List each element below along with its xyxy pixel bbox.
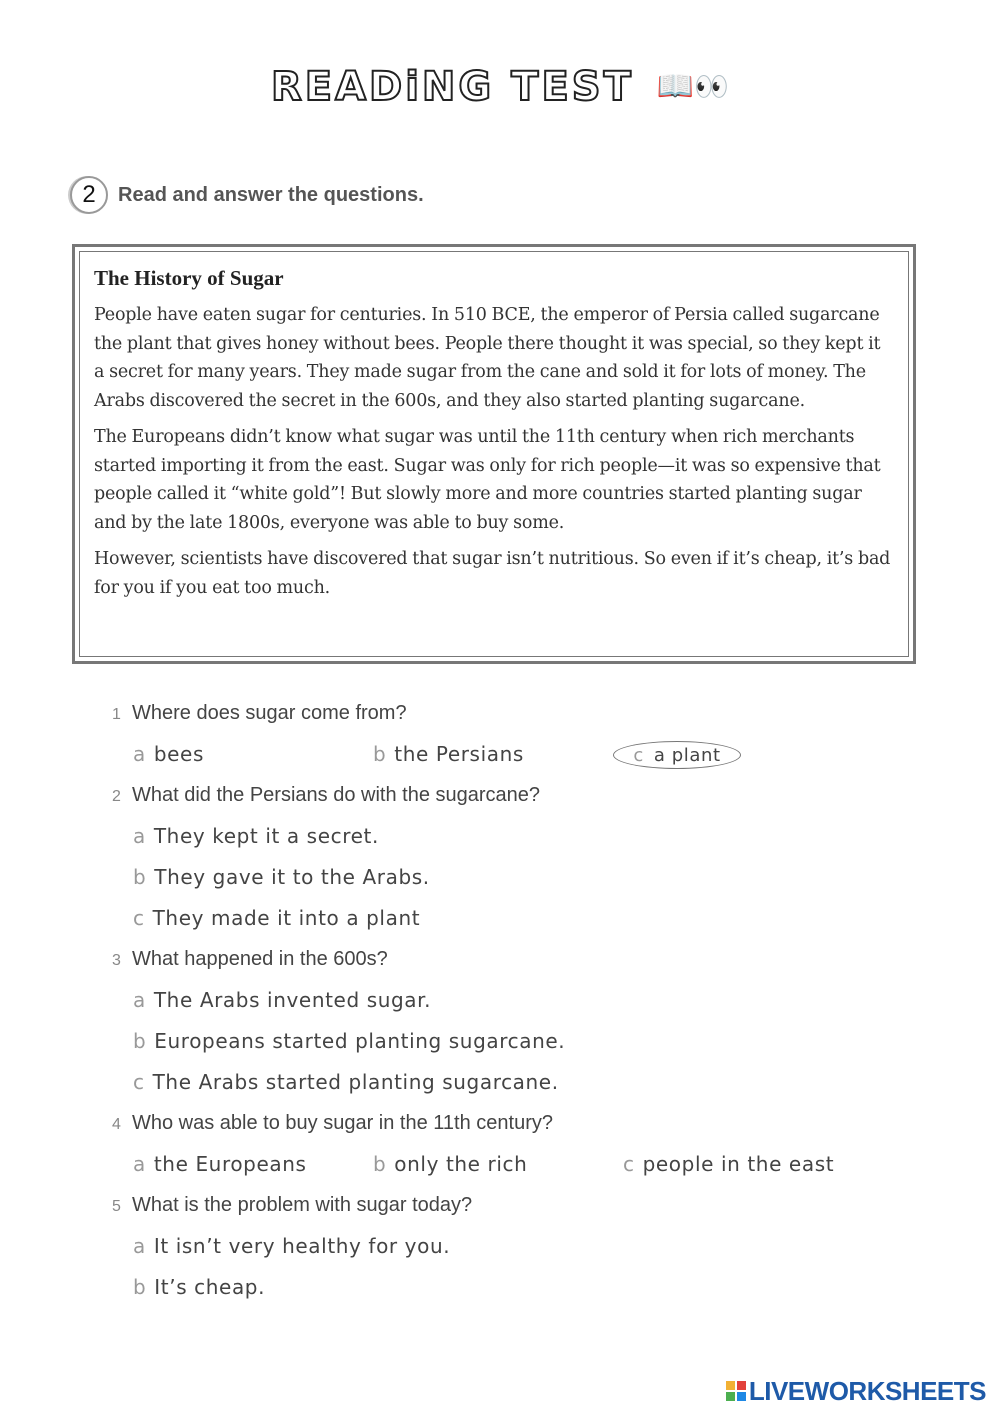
answer-option-1b[interactable] bbox=[373, 742, 524, 766]
option-text: people in the east bbox=[642, 1152, 835, 1176]
option-letter: b bbox=[373, 742, 387, 766]
option-text: They made it into a plant bbox=[152, 906, 421, 930]
option-letter: c bbox=[633, 744, 644, 766]
question-1 bbox=[112, 702, 407, 725]
question-number: 5 bbox=[112, 1198, 121, 1215]
logo-text: LIVEWORKSHEETS bbox=[748, 1375, 986, 1406]
story-paragraph: The Europeans didn’t know what sugar was until the 11th century when rich merchants started importing it from the east. Sugar was only for rich people—it was so expensive that people called it “white gold”! But slowly more and more countries started planting sugar and by the late 1800s, everyone was able to buy some. bbox=[94, 427, 881, 533]
story-title: The History of Sugar bbox=[94, 266, 284, 290]
question-5 bbox=[112, 1194, 472, 1217]
question-3 bbox=[112, 948, 388, 971]
question-text: Where does sugar come from? bbox=[132, 702, 407, 724]
option-letter: c bbox=[133, 906, 145, 930]
instruction-text: Read and answer the questions. bbox=[118, 183, 424, 206]
logo-mark-icon bbox=[726, 1381, 746, 1401]
option-text: a plant bbox=[653, 744, 721, 766]
option-letter: a bbox=[133, 1234, 146, 1258]
option-letter: c bbox=[133, 1070, 145, 1094]
answer-option-2b[interactable] bbox=[133, 865, 430, 889]
question-text: Who was able to buy sugar in the 11th century? bbox=[132, 1112, 553, 1134]
option-letter: b bbox=[133, 865, 147, 889]
option-letter: a bbox=[133, 988, 146, 1012]
answer-option-5b[interactable] bbox=[133, 1275, 265, 1299]
question-number: 2 bbox=[112, 788, 121, 805]
option-letter: a bbox=[133, 1152, 146, 1176]
question-text: What is the problem with sugar today? bbox=[132, 1194, 473, 1216]
option-text: bees bbox=[153, 742, 204, 766]
answer-option-4b[interactable] bbox=[373, 1152, 527, 1176]
question-2 bbox=[112, 784, 540, 807]
option-text: It’s cheap. bbox=[154, 1275, 266, 1299]
section-number-badge: 2 bbox=[70, 176, 108, 214]
answer-option-2a[interactable] bbox=[133, 824, 379, 848]
answer-option-3c[interactable] bbox=[133, 1070, 559, 1094]
book-icon: 📖 bbox=[656, 69, 695, 104]
question-text: What did the Persians do with the sugarcane? bbox=[132, 784, 541, 806]
question-4 bbox=[112, 1112, 553, 1135]
reading-passage-box bbox=[72, 244, 916, 664]
question-number: 3 bbox=[112, 952, 121, 969]
answer-option-4c[interactable] bbox=[623, 1152, 834, 1176]
answer-option-2c[interactable] bbox=[133, 906, 420, 930]
option-text: The Arabs started planting sugarcane. bbox=[152, 1070, 559, 1094]
option-text: They kept it a secret. bbox=[153, 824, 379, 848]
option-text: They gave it to the Arabs. bbox=[154, 865, 430, 889]
option-text: It isn’t very healthy for you. bbox=[153, 1234, 451, 1258]
answer-option-1a[interactable] bbox=[133, 742, 204, 766]
eyes-icon: 👀 bbox=[694, 70, 730, 103]
question-number: 4 bbox=[112, 1116, 121, 1133]
question-number: 1 bbox=[112, 706, 121, 723]
option-letter: c bbox=[623, 1152, 635, 1176]
reading-passage-inner bbox=[79, 251, 909, 657]
option-letter: a bbox=[133, 742, 146, 766]
page-title bbox=[0, 62, 1000, 112]
question-text: What happened in the 600s? bbox=[132, 948, 388, 970]
liveworksheets-logo[interactable] bbox=[726, 1376, 986, 1406]
option-text: the Europeans bbox=[153, 1152, 307, 1176]
story-paragraph: People have eaten sugar for centuries. In 510 BCE, the emperor of Persia called sugarcane the plant that gives honey without bees. People there thought it was special, so they kept it a secret for many years. They made sugar from the cane and sold it for lots of money. The Arabs discovered the secret in the 600s, and they also started planting sugarcane. bbox=[94, 305, 881, 411]
answer-option-4a[interactable] bbox=[133, 1152, 307, 1176]
option-text: The Arabs invented sugar. bbox=[153, 988, 432, 1012]
answer-option-5a[interactable] bbox=[133, 1234, 450, 1258]
answer-option-1c-selected[interactable] bbox=[613, 741, 741, 769]
title-text: READiNG TEST bbox=[270, 64, 634, 110]
option-letter: b bbox=[133, 1275, 147, 1299]
option-text: only the rich bbox=[394, 1152, 528, 1176]
option-letter: a bbox=[133, 824, 146, 848]
answer-option-3a[interactable] bbox=[133, 988, 431, 1012]
section-header bbox=[70, 175, 424, 215]
answer-option-3b[interactable] bbox=[133, 1029, 565, 1053]
option-text: Europeans started planting sugarcane. bbox=[154, 1029, 566, 1053]
story-paragraph: However, scientists have discovered that sugar isn’t nutritious. So even if it’s cheap, it’s bad for you if you eat too much. bbox=[94, 549, 891, 598]
option-letter: b bbox=[373, 1152, 387, 1176]
option-letter: b bbox=[133, 1029, 147, 1053]
option-text: the Persians bbox=[394, 742, 524, 766]
